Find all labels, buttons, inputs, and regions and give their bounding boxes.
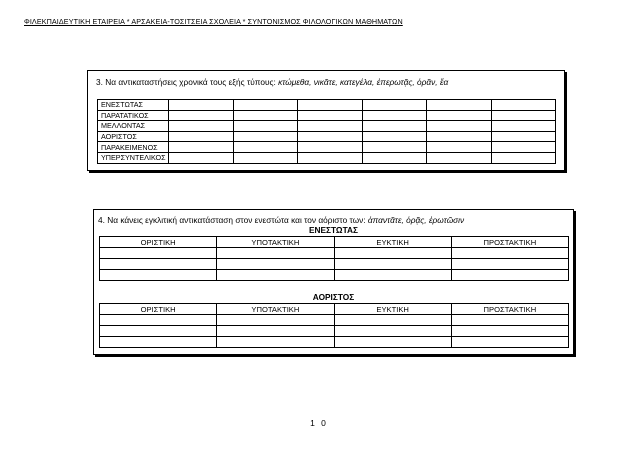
column-header: ΟΡΙΣΤΙΚΗ — [100, 304, 217, 315]
answer-cell[interactable] — [233, 110, 298, 121]
answer-cell[interactable] — [491, 152, 556, 163]
answer-cell[interactable] — [362, 100, 427, 111]
table-row — [100, 326, 569, 337]
answer-cell[interactable] — [451, 270, 568, 281]
answer-cell[interactable] — [451, 326, 568, 337]
answer-cell[interactable] — [362, 152, 427, 163]
answer-cell[interactable] — [100, 326, 217, 337]
answer-cell[interactable] — [100, 337, 217, 348]
answer-cell[interactable] — [298, 121, 363, 132]
answer-cell[interactable] — [233, 100, 298, 111]
answer-cell[interactable] — [362, 131, 427, 142]
answer-cell[interactable] — [169, 121, 234, 132]
answer-cell[interactable] — [334, 259, 451, 270]
column-header: ΠΡΟΣΤΑΚΤΙΚΗ — [451, 237, 568, 248]
tense-label: ΜΕΛΛΟΝΤΑΣ — [98, 121, 169, 132]
answer-cell[interactable] — [491, 131, 556, 142]
answer-cell[interactable] — [427, 110, 492, 121]
answer-cell[interactable] — [169, 152, 234, 163]
answer-cell[interactable] — [362, 142, 427, 153]
table-row — [98, 142, 556, 153]
answer-cell[interactable] — [217, 337, 334, 348]
answer-cell[interactable] — [169, 142, 234, 153]
answer-cell[interactable] — [100, 248, 217, 259]
answer-cell[interactable] — [427, 121, 492, 132]
answer-cell[interactable] — [334, 326, 451, 337]
present-table — [99, 236, 569, 281]
table-row — [98, 100, 556, 111]
section-present-title: ΕΝΕΣΤΩΤΑΣ — [308, 225, 359, 235]
answer-cell[interactable] — [217, 326, 334, 337]
tense-label: ΑΟΡΙΣΤΟΣ — [98, 131, 169, 142]
answer-cell[interactable] — [427, 100, 492, 111]
answer-cell[interactable] — [451, 248, 568, 259]
column-header: ΥΠΟΤΑΚΤΙΚΗ — [217, 237, 334, 248]
table-row — [98, 152, 556, 163]
column-header: ΥΠΟΤΑΚΤΙΚΗ — [217, 304, 334, 315]
table-row — [100, 315, 569, 326]
tense-label: ΥΠΕΡΣΥΝΤΕΛΙΚΟΣ — [98, 152, 169, 163]
section-aorist-title: ΑΟΡΙΣΤΟΣ — [312, 292, 355, 302]
tense-label: ΠΑΡΑΚΕΙΜΕΝΟΣ — [98, 142, 169, 153]
page-number: 1 0 — [310, 418, 328, 428]
answer-cell[interactable] — [169, 100, 234, 111]
column-header: ΟΡΙΣΤΙΚΗ — [100, 237, 217, 248]
column-header: ΠΡΟΣΤΑΚΤΙΚΗ — [451, 304, 568, 315]
column-header: ΕΥΚΤΙΚΗ — [334, 237, 451, 248]
answer-cell[interactable] — [217, 248, 334, 259]
table-row — [100, 337, 569, 348]
table-row — [98, 131, 556, 142]
table-row — [98, 121, 556, 132]
answer-cell[interactable] — [100, 315, 217, 326]
answer-cell[interactable] — [362, 110, 427, 121]
answer-cell[interactable] — [233, 131, 298, 142]
aorist-table — [99, 303, 569, 348]
answer-cell[interactable] — [427, 131, 492, 142]
exercise-4-instruction: 4. Να κάνεις εγκλιτική αντικατάσταση στον ενεστώτα και τον αόριστο των: — [98, 215, 366, 225]
tense-label: ΠΑΡΑΤΑΤΙΚΟΣ — [98, 110, 169, 121]
column-header: ΕΥΚΤΙΚΗ — [334, 304, 451, 315]
answer-cell[interactable] — [217, 270, 334, 281]
answer-cell[interactable] — [169, 110, 234, 121]
table-row — [98, 110, 556, 121]
answer-cell[interactable] — [334, 270, 451, 281]
answer-cell[interactable] — [298, 110, 363, 121]
exercise-4-box — [93, 209, 574, 355]
exercise-3-prompt — [96, 77, 448, 87]
answer-cell[interactable] — [451, 337, 568, 348]
table-row — [100, 259, 569, 270]
answer-cell[interactable] — [491, 142, 556, 153]
exercise-3-words: κτώμεθα, νικᾶτε, κατεγέλα, ἐπερωτᾷς, ὁρᾶν, ἔα — [278, 77, 449, 87]
exercise-3-box — [87, 70, 565, 171]
table-header-row — [100, 237, 569, 248]
answer-cell[interactable] — [334, 248, 451, 259]
exercise-4-prompt — [98, 215, 464, 225]
answer-cell[interactable] — [362, 121, 427, 132]
answer-cell[interactable] — [233, 142, 298, 153]
answer-cell[interactable] — [169, 131, 234, 142]
answer-cell[interactable] — [491, 110, 556, 121]
exercise-3-instruction: 3. Να αντικαταστήσεις χρονικά τους εξής τύπους: — [96, 77, 276, 87]
answer-cell[interactable] — [233, 121, 298, 132]
answer-cell[interactable] — [491, 100, 556, 111]
answer-cell[interactable] — [233, 152, 298, 163]
table-row — [100, 270, 569, 281]
exercise-3-table — [97, 99, 556, 164]
exercise-4-words: ἀπαντᾶτε, ὁρᾷς, ἐρωτῶσιν — [367, 215, 465, 225]
page-header: ΦΙΛΕΚΠΑΙΔΕΥΤΙΚΗ ΕΤΑΙΡΕΙΑ * ΑΡΣΑΚΕΙΑ-ΤΟΣΙΤΣΕΙΑ ΣΧΟΛΕΙΑ * ΣΥΝΤΟΝΙΣΜΟΣ ΦΙΛΟΛΟΓΙΚΩΝ ΜΑΘΗΜΑΤΩΝ — [24, 17, 403, 26]
answer-cell[interactable] — [100, 259, 217, 270]
answer-cell[interactable] — [451, 315, 568, 326]
answer-cell[interactable] — [298, 100, 363, 111]
answer-cell[interactable] — [427, 152, 492, 163]
answer-cell[interactable] — [451, 259, 568, 270]
answer-cell[interactable] — [100, 270, 217, 281]
answer-cell[interactable] — [491, 121, 556, 132]
answer-cell[interactable] — [217, 259, 334, 270]
table-row — [100, 248, 569, 259]
answer-cell[interactable] — [334, 337, 451, 348]
answer-cell[interactable] — [217, 315, 334, 326]
answer-cell[interactable] — [298, 152, 363, 163]
tense-label: ΕΝΕΣΤΩΤΑΣ — [98, 100, 169, 111]
answer-cell[interactable] — [298, 131, 363, 142]
answer-cell[interactable] — [427, 142, 492, 153]
answer-cell[interactable] — [298, 142, 363, 153]
answer-cell[interactable] — [334, 315, 451, 326]
table-header-row — [100, 304, 569, 315]
